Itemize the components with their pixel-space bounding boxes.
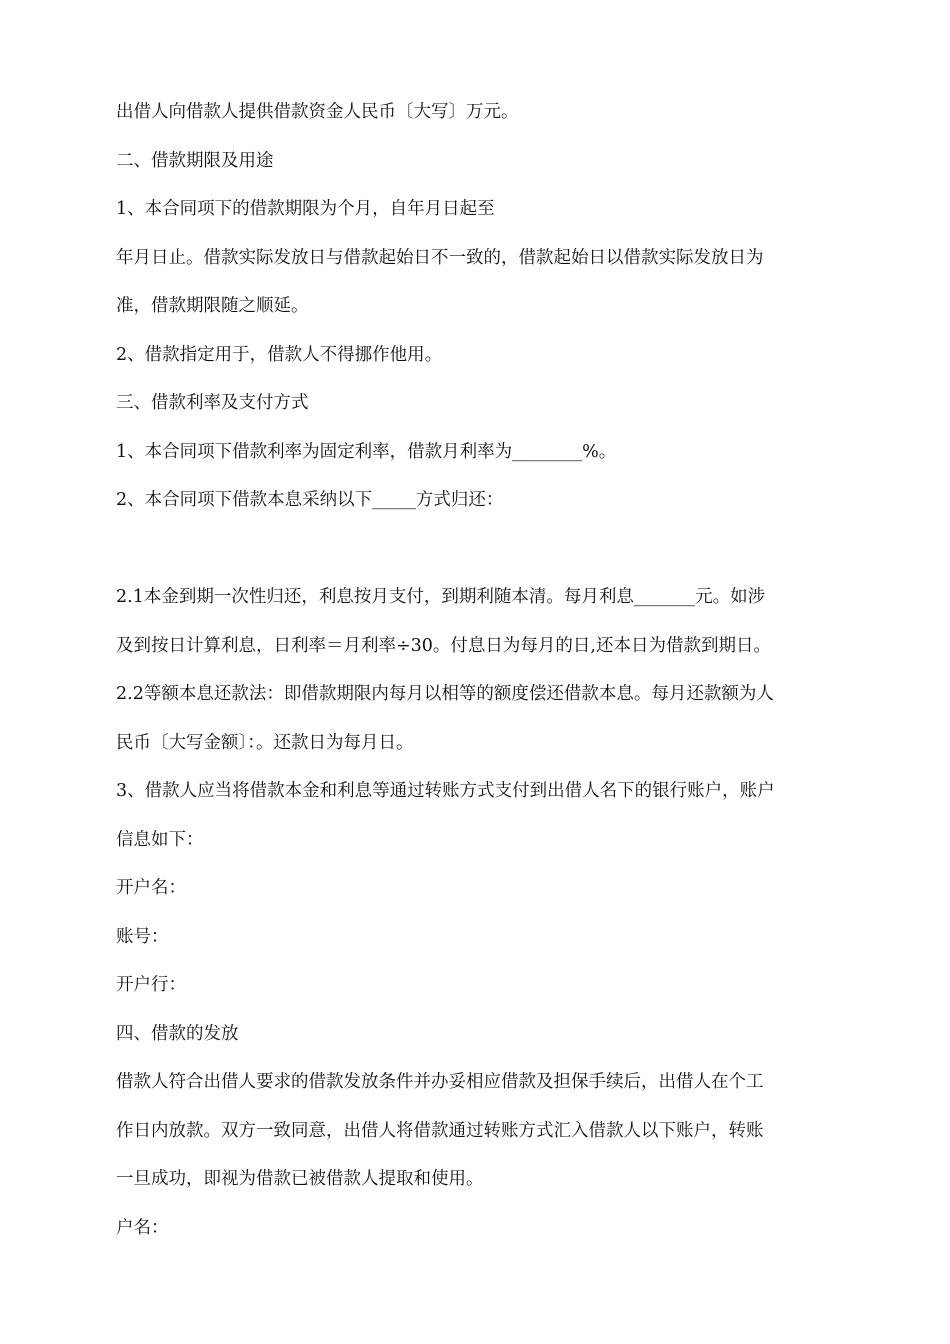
text-line: 2、本合同项下借款本息采纳以下_____方式归还：: [116, 490, 504, 510]
text-line: 民币〔大写金额〕：。还款日为每月日。: [116, 732, 414, 753]
text-line: 一旦成功，即视为借款已被借款人提取和使用。: [116, 1169, 484, 1189]
text-line: 出借人向借款人提供借款资金人民币〔大写〕万元。: [116, 102, 519, 122]
field-label-account-name: 开户名：: [116, 878, 186, 898]
text-line: 1、本合同项下的借款期限为个月，自年月日起至: [116, 199, 495, 219]
field-label-holder-name: 户名：: [116, 1217, 169, 1238]
text-line: 准，借款期限随之顺延。: [116, 296, 309, 316]
section-heading: 三、借款利率及支付方式: [116, 393, 309, 413]
blank-line: [116, 525, 838, 574]
text-line: 2.1本金到期一次性归还，利息按月支付，到期利随本清。每月利息_______元。如涉: [116, 587, 766, 607]
text-line: 1、本合同项下借款利率为固定利率，借款月利率为________%。: [116, 441, 617, 462]
text-line: 作日内放款。双方一致同意，出借人将借款通过转账方式汇入借款人以下账户，转账: [116, 1120, 764, 1141]
text-line: 2.2等额本息还款法：即借款期限内每月以相等的额度偿还借款本息。每月还款额为人: [116, 684, 774, 704]
section-heading: 二、借款期限及用途: [116, 150, 274, 171]
text-line: 年月日止。借款实际发放日与借款起始日不一致的，借款起始日以借款实际发放日为: [116, 247, 764, 268]
text-line: 3、借款人应当将借款本金和利息等通过转账方式支付到出借人名下的银行账户，账户: [116, 781, 775, 801]
field-label-account-number: 账号：: [116, 926, 169, 947]
text-line: 借款人符合出借人要求的借款发放条件并办妥相应借款及担保手续后，出借人在个工: [116, 1072, 764, 1092]
section-heading: 四、借款的发放: [116, 1023, 239, 1044]
document-body: [116, 88, 838, 1252]
text-line: 2、借款指定用于，借款人不得挪作他用。: [116, 344, 443, 365]
text-line: 信息如下：: [116, 829, 204, 850]
text-line: 及到按日计算利息，日利率＝月利率÷30。付息日为每月的日,还本日为借款到期日。: [116, 635, 771, 656]
field-label-bank: 开户行：: [116, 975, 186, 995]
